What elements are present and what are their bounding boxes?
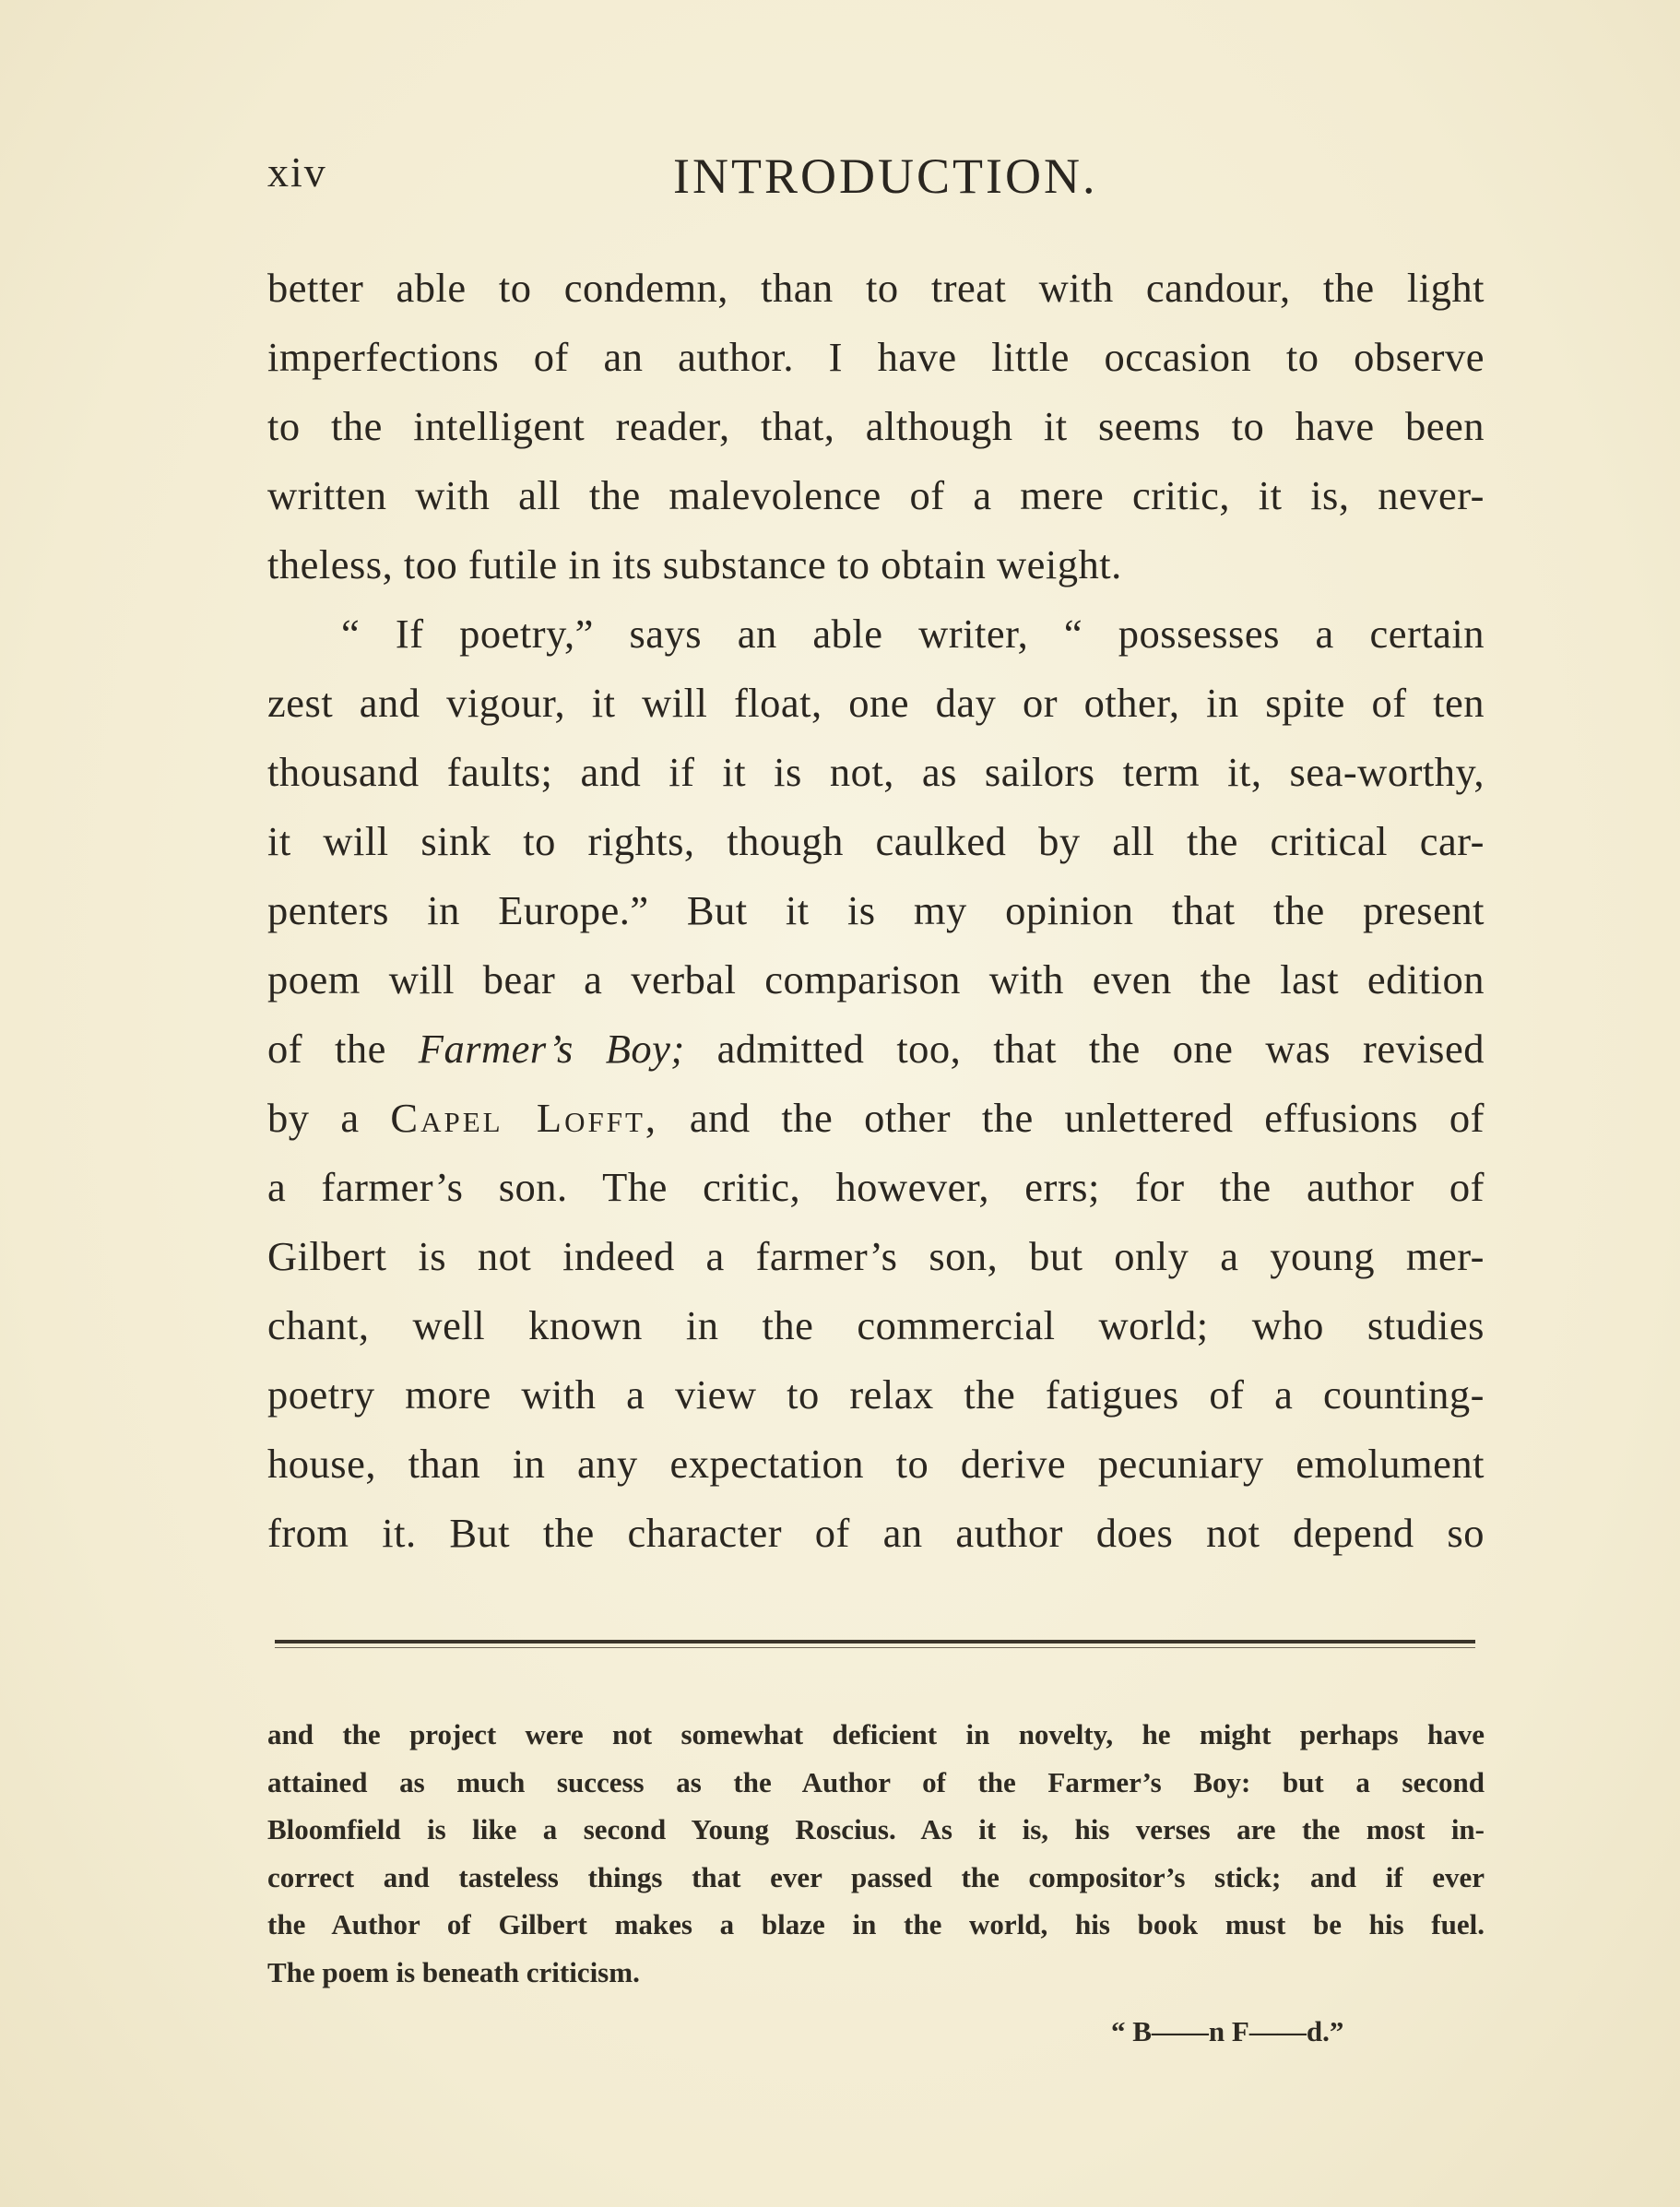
text-line: Gilbert is not indeed a farmer’s son, but only a young mer- bbox=[267, 1233, 1485, 1279]
main-text bbox=[267, 254, 1485, 1568]
footnote-line: Bloomfield is like a second Young Roscius. As it is, his verses are the most in- bbox=[267, 1813, 1485, 1845]
book-title: Farmer’s Boy; bbox=[418, 1026, 685, 1072]
text-line: poetry more with a view to relax the fatigues of a counting- bbox=[267, 1371, 1485, 1418]
footnote-line: correct and tasteless things that ever passed the compositor’s stick; and if ever bbox=[267, 1860, 1485, 1893]
text-segment: of the bbox=[267, 1026, 419, 1072]
text-line: better able to condemn, than to treat with candour, the light bbox=[267, 265, 1485, 311]
person-name: Capel Lofft, bbox=[390, 1095, 659, 1141]
text-segment: admitted too, that the one was revised bbox=[684, 1026, 1485, 1072]
footnote-divider bbox=[275, 1640, 1475, 1643]
text-line: written with all the malevolence of a mere critic, it is, never- bbox=[267, 472, 1485, 518]
footnote-line: The poem is beneath criticism. bbox=[267, 1955, 640, 1988]
text-line: imperfections of an author. I have little occasion to observe bbox=[267, 334, 1485, 380]
footnote-line: attained as much success as the Author of the Farmer’s Boy: but a second bbox=[267, 1765, 1485, 1798]
text-line: penters in Europe.” But it is my opinion that the present bbox=[267, 887, 1485, 933]
footnote-divider-thin bbox=[275, 1647, 1475, 1648]
text-line: thousand faults; and if it is not, as sailors term it, sea-worthy, bbox=[267, 749, 1485, 795]
text-segment: and the other the unlettered effusions of bbox=[658, 1095, 1485, 1141]
text-line bbox=[267, 1015, 1485, 1084]
footnote bbox=[267, 1711, 1485, 1996]
text-line: poem will bear a verbal comparison with even the last edition bbox=[267, 956, 1485, 1003]
footnote-signature: “ B——n F——d.” bbox=[1111, 2015, 1344, 2047]
text-line: zest and vigour, it will float, one day or other, in spite of ten bbox=[267, 680, 1485, 726]
text-line: house, than in any expectation to derive pecuniary emolument bbox=[267, 1441, 1485, 1487]
text-segment: by a bbox=[267, 1095, 391, 1141]
page-header bbox=[267, 138, 1485, 212]
text-line: “ If poetry,” says an able writer, “ possesses a certain bbox=[341, 611, 1485, 657]
text-line bbox=[267, 1084, 1485, 1153]
text-line: a farmer’s son. The critic, however, errs; for the author of bbox=[267, 1164, 1485, 1210]
running-head: INTRODUCTION. bbox=[673, 148, 1098, 204]
page-number: xiv bbox=[267, 148, 327, 196]
text-line: to the intelligent reader, that, although it seems to have been bbox=[267, 403, 1485, 449]
footnote-line: the Author of Gilbert makes a blaze in the world, his book must be his fuel. bbox=[267, 1908, 1485, 1940]
text-line: it will sink to rights, though caulked by all the critical car- bbox=[267, 818, 1485, 864]
text-line: theless, too futile in its substance to obtain weight. bbox=[267, 541, 1122, 587]
text-line: from it. But the character of an author does not depend so bbox=[267, 1510, 1485, 1556]
text-line: chant, well known in the commercial world; who studies bbox=[267, 1302, 1485, 1348]
footnote-line: and the project were not somewhat deficient in novelty, he might perhaps have bbox=[267, 1718, 1485, 1750]
